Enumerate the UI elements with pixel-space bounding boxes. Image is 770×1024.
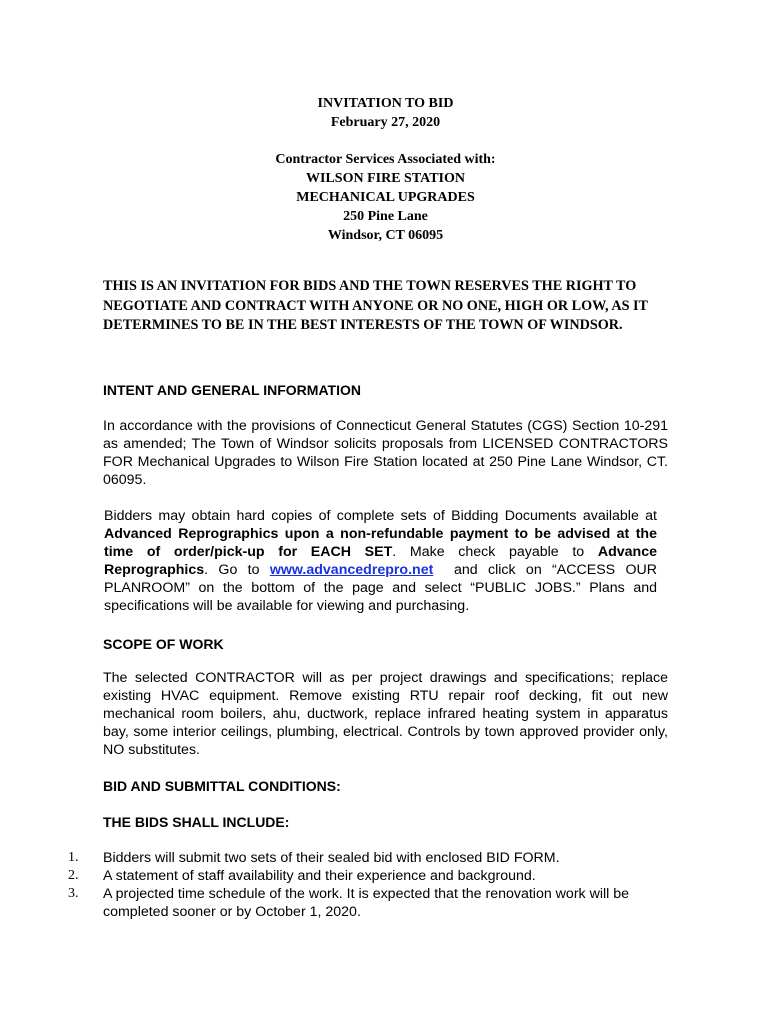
intent-heading: INTENT AND GENERAL INFORMATION <box>103 382 361 398</box>
bidders-paragraph <box>104 507 661 615</box>
scope-heading: SCOPE OF WORK <box>103 636 224 652</box>
bidders-bold-2: Advance Reprographics <box>104 544 657 578</box>
list-number: 2. <box>68 868 79 883</box>
intent-paragraph: In accordance with the provisions of Connecticut General Statutes (CGS) Section 10-291 as amended; The Town of Windsor solicits proposals from LICENSED CONTRACTORS FOR Mechanical Upgrades to Wilson Fire Station located at 250 Pine Lane Windsor, CT. 06095. <box>103 418 668 488</box>
scope-paragraph: The selected CONTRACTOR will as per project drawings and specifications; replace existing HVAC equipment. Remove existing RTU repair roof decking, fit out new mechanical room boilers, ahu, ductwork, replace infrared heating system in apparatus bay, some interior ceilings, plumbing, electrical. Controls by town approved provider only, NO substitutes. <box>103 670 668 758</box>
project-line-1: WILSON FIRE STATION <box>306 171 465 186</box>
list-item-text: A statement of staff availability and their experience and background. <box>103 868 536 884</box>
list-item <box>68 849 678 867</box>
list-item <box>68 867 678 885</box>
services-line: Contractor Services Associated with: <box>275 152 496 167</box>
list-number: 1. <box>68 850 79 865</box>
list-item <box>68 885 678 921</box>
bidders-text-2: . Make check payable to <box>392 544 598 560</box>
list-number: 3. <box>68 886 79 901</box>
bid-requirements-list <box>68 849 678 921</box>
bidders-text-1: Bidders may obtain hard copies of complete sets of Bidding Documents available at <box>104 508 657 524</box>
bidders-text-4: and click on “ACCESS OUR PLANROOM” on the bottom of the page and select “PUBLIC JOBS.” Plans and specifications will be available for viewing and purchasing. <box>104 562 661 614</box>
project-line-2: MECHANICAL UPGRADES <box>296 190 475 205</box>
bids-include-heading: THE BIDS SHALL INCLUDE: <box>103 814 290 830</box>
advancedrepro-link[interactable]: www.advancedrepro.net <box>269 562 434 578</box>
list-item-text: Bidders will submit two sets of their sealed bid with enclosed BID FORM. <box>103 850 560 866</box>
bid-conditions-heading: BID AND SUBMITTAL CONDITIONS: <box>103 778 341 794</box>
address-line-2: Windsor, CT 06095 <box>327 228 444 243</box>
list-item-text: A projected time schedule of the work. It is expected that the renovation work will be completed sooner or by October 1, 2020. <box>103 886 630 920</box>
doc-date: February 27, 2020 <box>330 115 441 130</box>
reservation-notice: THIS IS AN INVITATION FOR BIDS AND THE TOWN RESERVES THE RIGHT TO NEGOTIATE AND CONTRACT WITH ANYONE OR NO ONE, HIGH OR LOW, AS IT DETERMINES TO BE IN THE BEST INTERESTS OF THE TOWN OF WINDSOR. <box>103 278 648 333</box>
address-line-1: 250 Pine Lane <box>343 209 428 224</box>
bid-header <box>103 94 668 245</box>
bidders-text-3: . Go to <box>204 562 270 578</box>
doc-title: INVITATION TO BID <box>317 96 454 111</box>
bidders-bold-1: Advanced Reprographics upon a non-refundable payment to be advised at the time of order/pick-up for EACH SET <box>104 526 657 560</box>
